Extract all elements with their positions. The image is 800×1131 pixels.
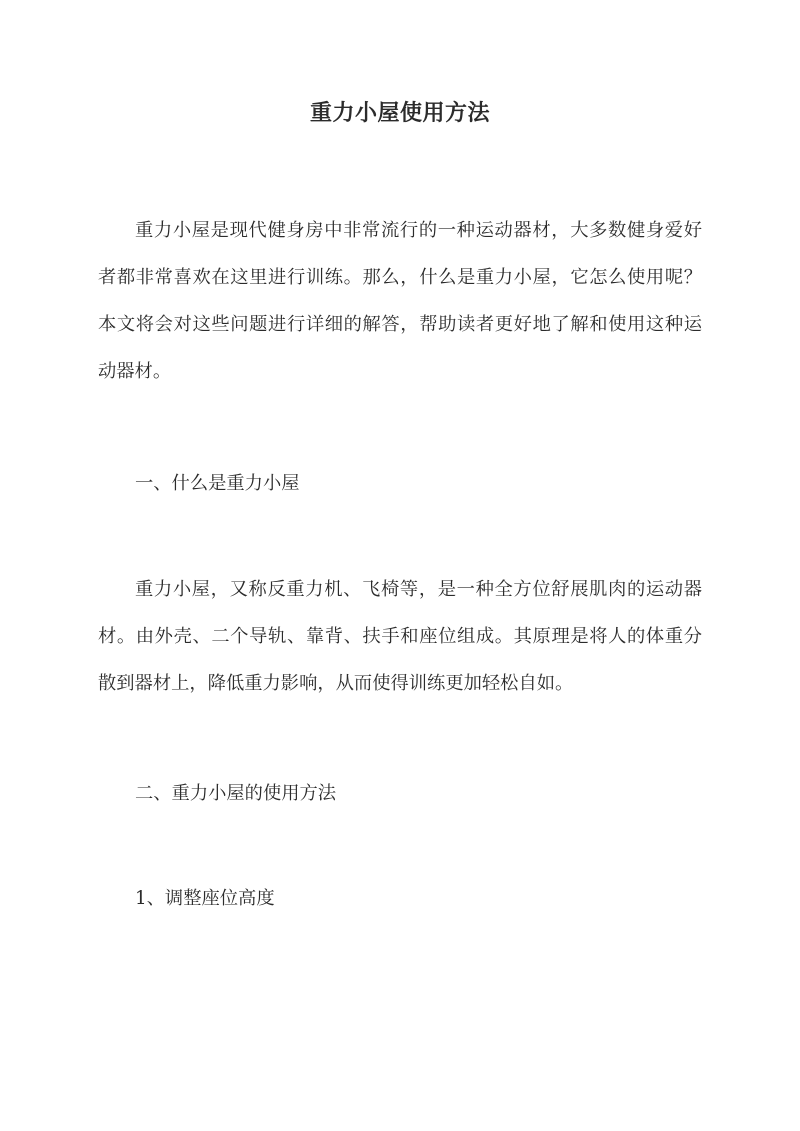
section2-subheading: 1、调整座位高度 — [135, 888, 275, 909]
intro-line: 本文将会对这些问题进行详细的解答，帮助读者更好地了解和使用这种运 — [98, 314, 702, 335]
section1-paragraph — [98, 566, 702, 707]
intro-line: 重力小屋是现代健身房中非常流行的一种运动器材，大多数健身爱好 — [135, 220, 702, 241]
intro-paragraph — [98, 207, 702, 395]
document-title: 重力小屋使用方法 — [309, 100, 490, 126]
section1-line: 散到器材上，降低重力影响，从而使得训练更加轻松自如。 — [98, 673, 574, 694]
section1-line: 重力小屋，又称反重力机、飞椅等，是一种全方位舒展肌肉的运动器 — [135, 579, 702, 600]
intro-line: 者都非常喜欢在这里进行训练。那么，什么是重力小屋，它怎么使用呢？ — [98, 267, 702, 288]
section2-heading: 二、重力小屋的使用方法 — [135, 783, 337, 804]
section1-heading: 一、什么是重力小屋 — [135, 473, 300, 494]
section1-line: 材。由外壳、二个导轨、靠背、扶手和座位组成。其原理是将人的体重分 — [98, 626, 702, 647]
intro-line: 动器材。 — [98, 361, 172, 382]
